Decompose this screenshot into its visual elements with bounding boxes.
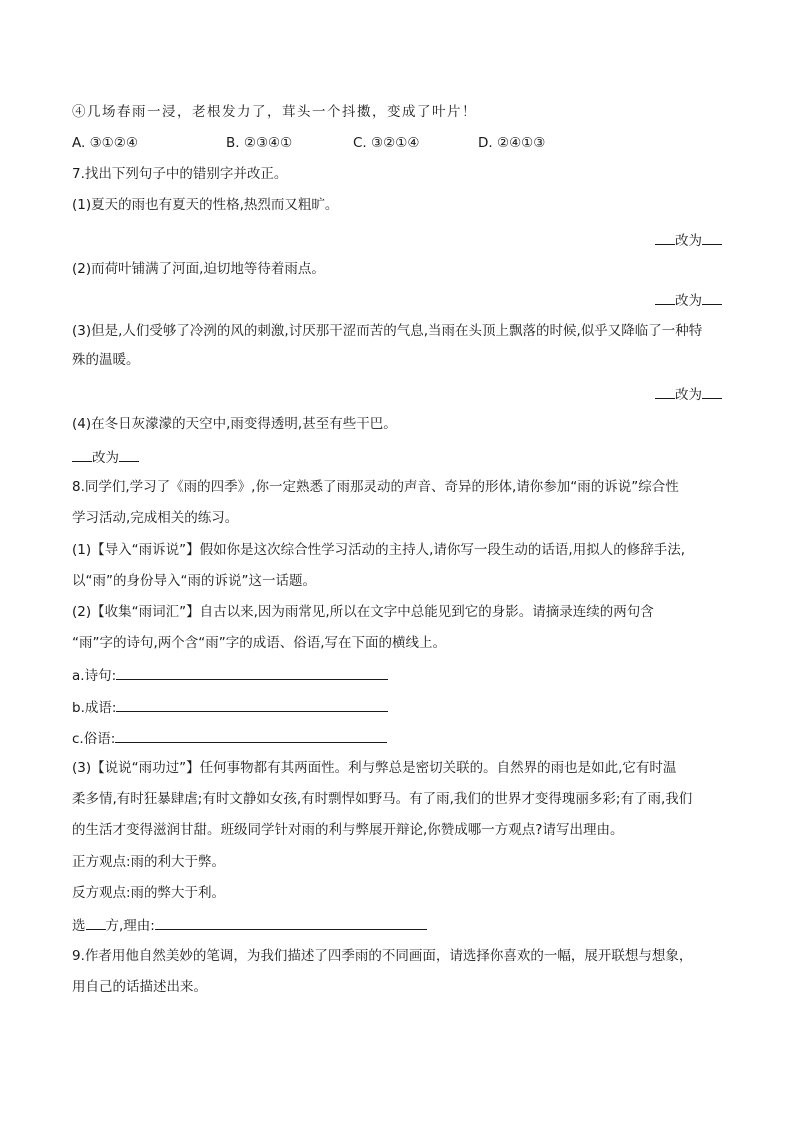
q6-item-4: ④几场春雨一浸，老根发力了，茸头一个抖擞，变成了叶片！ [72,104,477,120]
reason-answer-line[interactable] [155,914,427,930]
side-answer-blank[interactable] [86,914,106,930]
q8-part-3-line-1: (3)【说说“雨功过”】任何事物都有其两面性。利与弊总是密切关联的。自然界的雨也是如此,它有时温 [72,760,677,776]
choose-label: 选 [72,918,86,934]
change-to-label: 改为 [675,233,702,249]
answer-blank[interactable] [702,229,722,245]
change-to-label: 改为 [675,387,702,403]
q8-part-2-line-1: (2)【收集“雨词汇”】自古以来,因为雨常见,所以在文字中总能见到它的身影。请摘录连续的两句含 [72,604,654,620]
q8-intro-line-2: 学习活动,完成相关的练习。 [72,510,239,526]
q8-part-2-line-2: “雨”字的诗句,两个含“雨”字的成语、俗语,写在下面的横线上。 [72,635,447,651]
answer-blank[interactable] [702,289,722,305]
proverb-label: c.俗语: [72,731,116,747]
reason-label: 方,理由: [105,918,155,934]
q7-answer-2 [655,289,722,311]
q7-sentence-1: (1)夏天的雨也有夏天的性格,热烈而又粗旷。 [72,197,339,213]
q8-part-3-line-3: 的生活才变得滋润甘甜。班级同学针对雨的利与弊展开辩论,你赞成哪一方观点?请写出理由。 [72,822,624,838]
answer-blank[interactable] [119,446,139,462]
q7-answer-3 [655,383,722,405]
worksheet-page [72,0,722,1123]
change-to-label: 改为 [675,293,702,309]
q8-part-1-line-1: (1)【导入“雨诉说”】假如你是这次综合性学习活动的主持人,请你写一段生动的话语,用拟人的修辞手法, [72,542,685,558]
answer-blank[interactable] [655,383,675,399]
q8-poem-row [72,664,388,686]
q9-line-2: 用自己的话描述出来。 [72,979,207,995]
q7-sentence-3-line-2: 殊的温暖。 [72,352,140,368]
q7-answer-4 [72,446,139,468]
q8-pro-view: 正方观点:雨的利大于弊。 [72,854,226,870]
q8-choose-row [72,914,427,936]
q8-intro-line-1: 8.同学们,学习了《雨的四季》,你一定熟悉了雨那灵动的声音、奇异的形体,请你参加“雨的诉说”综合性 [72,479,679,495]
q7-sentence-3-line-1: (3)但是,人们受够了冷洌的风的刺激,讨厌那干涩而苦的气息,当雨在头顶上飘落的时候,似乎又降临了一种特 [72,323,703,339]
q8-idiom-row [72,696,388,718]
q7-sentence-2: (2)而荷叶铺满了河面,迫切地等待着雨点。 [72,261,325,277]
idiom-answer-line[interactable] [116,696,388,712]
q7-title: 7.找出下列句子中的错别字并改正。 [72,166,288,182]
q8-proverb-row [72,727,387,749]
answer-blank[interactable] [702,383,722,399]
q9-line-1: 9.作者用他自然美妙的笔调，为我们描述了四季雨的不同画面，请选择你喜欢的一幅，展开联想与想象， [72,948,693,964]
q6-option-d: D. ②④①③ [478,135,546,151]
q6-option-b: B. ②③④① [226,135,293,151]
proverb-answer-line[interactable] [115,727,387,743]
q6-option-a: A. ③①②④ [72,135,138,151]
change-to-label: 改为 [92,450,119,466]
answer-blank[interactable] [655,229,675,245]
q8-part-1-line-2: 以“雨”的身份导入“雨的诉说”这一话题。 [72,573,316,589]
q8-part-3-line-2: 柔多情,有时狂暴肆虐;有时文静如女孩,有时剽悍如野马。有了雨,我们的世界才变得瑰丽多彩;有了雨,我们 [72,791,693,807]
q7-sentence-4: (4)在冬日灰濛濛的天空中,雨变得透明,甚至有些干巴。 [72,416,397,432]
q8-con-view: 反方观点:雨的弊大于利。 [72,885,226,901]
poem-answer-line[interactable] [116,664,388,680]
answer-blank[interactable] [655,289,675,305]
q7-answer-1 [655,229,722,251]
q6-option-c: C. ③②①④ [353,135,420,151]
poem-label: a.诗句: [72,668,117,684]
answer-blank[interactable] [72,446,92,462]
idiom-label: b.成语: [72,700,117,716]
